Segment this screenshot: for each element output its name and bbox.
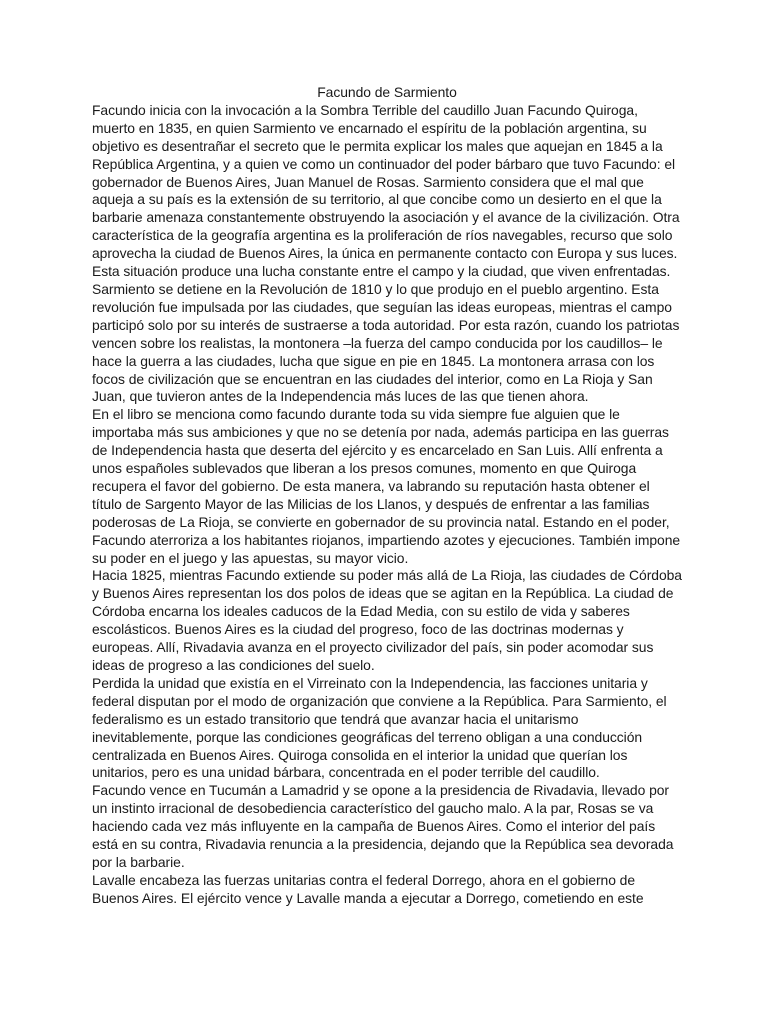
- document-body: [92, 84, 682, 908]
- paragraph: Lavalle encabeza las fuerzas unitarias contra el federal Dorrego, ahora en el gobierno de Buenos Aires. El ejército vence y Lavalle manda a ejecutar a Dorrego, cometiendo en este: [92, 871, 644, 906]
- paragraph: Hacia 1825, mientras Facundo extiende su poder más allá de La Rioja, las ciudades de Córdoba y Buenos Aires representan los dos polos de ideas que se agitan en la República. La ciudad de Córdoba encarna los ideales caducos de la Edad Media, con su estilo de vida y saberes escolásticos. Buenos Aires es la ciudad del progreso, foco de las doctrinas modernas y europeas. Allí, Rivadavia avanza en el proyecto civilizador del país, sin poder acomodar sus ideas de progreso a las condiciones del suelo.: [92, 567, 682, 673]
- document-title: Facundo de Sarmiento: [317, 84, 457, 100]
- paragraph: Facundo vence en Tucumán a Lamadrid y se opone a la presidencia de Rivadavia, llevado por un instinto irracional de desobediencia característico del gaucho malo. A la par, Rosas se va haciendo cada vez más influyente en la campaña de Buenos Aires. Como el interior del país está en su contra, Rivadavia renuncia a la presidencia, dejando que la República sea devorada por la barbarie.: [92, 782, 674, 870]
- paragraph: Perdida la unidad que existía en el Virreinato con la Independencia, las facciones unitaria y federal disputan por el modo de organización que conviene a la República. Para Sarmiento, el federalismo es un estado transitorio que tendrá que avanzar hacia el unitarismo inevitablemente, porque las condiciones geográficas del terreno obligan a una conducción centralizada en Buenos Aires. Quiroga consolida en el interior la unidad que querían los unitarios, pero es una unidad bárbara, concentrada en el poder terrible del caudillo.: [92, 674, 667, 781]
- paragraph: En el libro se menciona como facundo durante toda su vida siempre fue alguien que le importaba más sus ambiciones y que no se detenía por nada, además participa en las guerras de Independencia hasta que deserta del ejército y es encarcelado en San Luis. Allí enfrenta a unos españoles sublevados que liberan a los presos comunes, momento en que Quiroga recupera el favor del gobierno. De esta manera, va labrando su reputación hasta obtener el título de Sargento Mayor de las Milicias de los Llanos, y después de enfrentar a las familias poderosas de La Rioja, se convierte en gobernador de su provincia natal. Estando en el poder, Facundo aterroriza a los habitantes riojanos, impartiendo azotes y ejecuciones. También impone su poder en el juego y las apuestas, su mayor vicio.: [92, 406, 681, 566]
- paragraph: Sarmiento se detiene en la Revolución de 1810 y lo que produjo en el pueblo argentino. Esta revolución fue impulsada por las ciudades, que seguían las ideas europeas, mientras el campo participó solo por su interés de sustraerse a toda autoridad. Por esta razón, cuando los patriotas vencen sobre los realistas, la montonera –la fuerza del campo conducida por los caudillos– le hace la guerra a las ciudades, lucha que sigue en pie en 1845. La montonera arrasa con los focos de civilización que se encuentran en las ciudades del interior, como en La Rioja y San Juan, que tuvieron antes de la Independencia más luces de las que tienen ahora.: [92, 280, 680, 405]
- paragraph: Facundo inicia con la invocación a la Sombra Terrible del caudillo Juan Facundo Quiroga, muerto en 1835, en quien Sarmiento ve encarnado el espíritu de la población argentina, su objetivo es desentrañar el secreto que le permita explicar los males que aquejan en 1845 a la República Argentina, y a quien ve como un continuador del poder bárbaro que tuvo Facundo: el gobernador de Buenos Aires, Juan Manuel de Rosas. Sarmiento considera que el mal que aqueja a su país es la extensión de su territorio, al que concibe como un desierto en el que la barbarie amenaza constantemente obstruyendo la asociación y el avance de la civilización. Otra característica de la geografía argentina es la proliferación de ríos navegables, recurso que solo aprovecha la ciudad de Buenos Aires, la única en permanente contacto con Europa y sus luces. Esta situación produce una lucha constante entre el campo y la ciudad, que viven enfrentadas.: [92, 101, 680, 280]
